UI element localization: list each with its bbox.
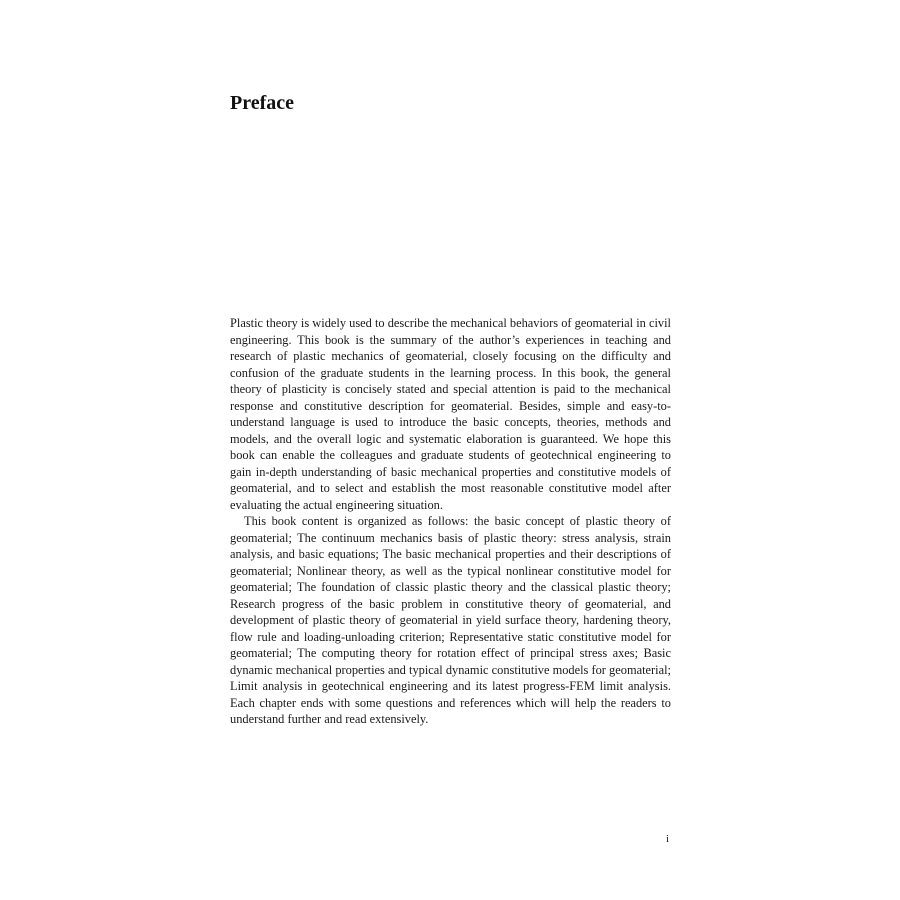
page-number: i: [665, 833, 669, 845]
paragraph-1: Plastic theory is widely used to describe the mechanical behaviors of geomaterial in civil engineering. This book is the summary of the author’s experiences in teaching and research of plastic mechanics of geomaterial, closely focusing on the difficulty and confusion of the graduate students in the learning process. In this book, the general theory of plasticity is concisely stated and special attention is paid to the mechanical response and constitutive description for geomaterial. Besides, simple and easy-to-understand language is used to introduce the basic concepts, theories, methods and models, and the overall logic and systematic elaboration is guaranteed. We hope this book can enable the colleagues and graduate students of geotechnical engineering to gain in-depth understanding of basic mechanical properties and constitutive models of geomaterial, and to select and establish the most reasonable constitutive model after evaluating the actual engineering situation.: [230, 316, 671, 512]
page-title: Preface: [230, 92, 295, 114]
paragraph-2: This book content is organized as follows: the basic concept of plastic theory of geomaterial; The continuum mechanics basis of plastic theory: stress analysis, strain analysis, and basic equations; The basic mechanical properties and their descriptions of geomaterial; Nonlinear theory, as well as the typical nonlinear constitutive model for geomaterial; The foundation of classic plastic theory and the classical plastic theory; Research progress of the basic problem in constitutive theory of geomaterial, and development of plastic theory of geomaterial in yield surface theory, hardening theory, flow rule and loading-unloading criterion; Representative static constitutive model for geomaterial; The computing theory for rotation effect of principal stress axes; Basic dynamic mechanical properties and typical dynamic constitutive models for geomaterial; Limit analysis in geotechnical engineering and its latest progress-FEM limit analysis. Each chapter ends with some questions and references which will help the readers to understand further and read extensively.: [230, 514, 671, 726]
preface-body: [230, 315, 671, 728]
